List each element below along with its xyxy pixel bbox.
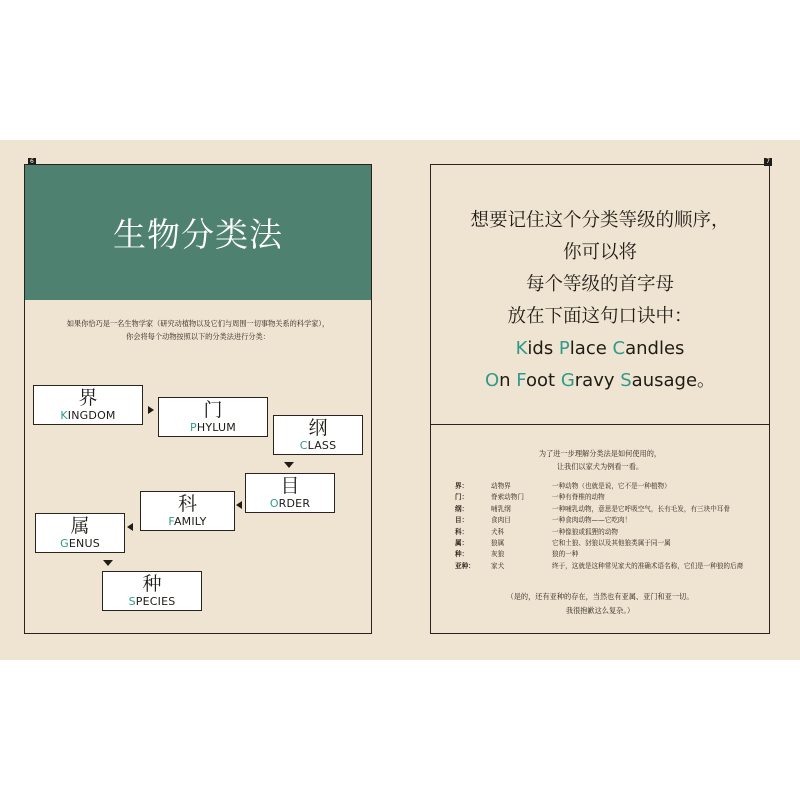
- rank-box-phylum: [158, 397, 268, 437]
- mnemonic-en-line: [431, 333, 769, 365]
- taxon-desc: 终于，这就是这种常见家犬的准确术语名称，它们是一种狼的后裔: [552, 561, 744, 570]
- rank-box-kingdom: [33, 385, 143, 425]
- rank-initial: P: [190, 421, 197, 434]
- mnemonic-initial: F: [516, 370, 526, 391]
- rank-cn: 种: [142, 573, 162, 595]
- taxon-name: 犬科: [491, 527, 505, 536]
- mnemonic-line: 每个等级的首字母: [525, 274, 674, 295]
- footnote-line: （是的，还有亚种的存在，当然也有亚属、亚门和亚一切。: [506, 592, 694, 601]
- intro-line: 你会将每个动物按照以下的分类法进行分类：: [126, 332, 270, 341]
- section-divider: [431, 424, 769, 425]
- rank-cn: 界: [78, 387, 98, 409]
- table-row: [455, 549, 775, 560]
- taxon-desc: 一种动物（也就是说，它不是一种植物）: [552, 482, 671, 490]
- rank-en: [246, 497, 334, 510]
- table-row: [455, 515, 775, 526]
- taxon-name: 哺乳纲: [491, 504, 511, 513]
- rank-label: 界：: [455, 482, 469, 490]
- arrow-left-icon: [236, 501, 242, 509]
- arrow-down-icon: [103, 560, 113, 566]
- mnemonic-line: 放在下面这句口诀中：: [507, 306, 693, 327]
- taxon-desc: 一种哺乳动物，意思是它呼吸空气，长有毛发，有三块中耳骨: [552, 504, 731, 513]
- rank-label: 属：: [455, 538, 469, 547]
- mnemonic-initial: P: [558, 338, 570, 359]
- mnemonic-line: 你可以将: [562, 242, 637, 263]
- mnemonic-initial: O: [484, 370, 500, 391]
- rank-initial: F: [168, 515, 174, 528]
- taxon-name: 狼属: [491, 538, 505, 547]
- rank-cn: 门: [203, 399, 223, 421]
- rank-cn: 目: [280, 475, 300, 497]
- rank-label: 纲：: [455, 504, 469, 513]
- right-page-frame: [430, 164, 770, 634]
- taxon-name: 脊索动物门: [491, 493, 524, 502]
- rank-en: [36, 537, 124, 550]
- rank-cn: 纲: [308, 417, 328, 439]
- rank-box-class: [273, 415, 363, 455]
- mnemonic-word: ausage。: [631, 370, 716, 391]
- mnemonic-initial: S: [620, 370, 632, 391]
- title-band: [25, 165, 371, 300]
- mnemonic-initial: K: [515, 338, 528, 359]
- taxon-name: 动物界: [491, 482, 511, 490]
- page-number-right: 7: [766, 158, 770, 165]
- rank-initial: C: [299, 439, 308, 452]
- rank-initial: O: [269, 497, 279, 510]
- table-row: [455, 481, 775, 492]
- arrow-left-icon: [127, 523, 133, 531]
- rank-rest: LASS: [307, 439, 337, 452]
- example-intro-line: 为了进一步理解分类法是如何使用的，: [538, 449, 662, 458]
- rank-box-genus: [35, 513, 125, 553]
- rank-label: 门：: [455, 493, 469, 502]
- left-page: [0, 140, 400, 660]
- table-row: [455, 527, 775, 538]
- rank-box-order: [245, 473, 335, 513]
- example-intro: [431, 447, 769, 473]
- rank-rest: ENUS: [68, 537, 100, 550]
- rank-label: 科：: [455, 527, 469, 536]
- rank-en: [103, 595, 201, 608]
- taxon-desc: 它和土狼、豺狼以及其他狼类属于同一属: [552, 538, 671, 547]
- mnemonic-word: ravy: [574, 370, 621, 391]
- intro-text: [25, 317, 371, 343]
- taxon-desc: 狼的一种: [552, 550, 579, 559]
- dog-classification-table: [455, 481, 775, 572]
- page-number-left: 6: [30, 158, 34, 165]
- mnemonic-word: oot: [526, 370, 561, 391]
- rank-box-family: [140, 491, 235, 531]
- taxon-desc: 一种像狼或狐狸的动物: [552, 527, 618, 536]
- intro-line: 如果你恰巧是一名生物学家（研究动植物以及它们与周围一切事物关系的科学家），: [66, 319, 330, 328]
- rank-label: 目：: [455, 516, 469, 525]
- rank-rest: RDER: [278, 497, 311, 510]
- mnemonic-word: ids: [527, 338, 559, 359]
- mnemonic-word: andles: [625, 338, 685, 359]
- rank-initial: G: [60, 537, 69, 550]
- footnote-line: 我很抱歉这么复杂。）: [565, 606, 635, 615]
- rank-initial: K: [60, 409, 68, 422]
- example-intro-line: 让我们以家犬为例看一看。: [556, 462, 644, 471]
- taxon-name: 食肉目: [491, 516, 511, 525]
- rank-label: 亚种：: [455, 561, 475, 570]
- rank-en: [274, 439, 362, 452]
- arrow-down-icon: [284, 462, 294, 468]
- right-page: [400, 140, 800, 660]
- rank-initial: S: [128, 595, 136, 608]
- mnemonic-word: lace: [569, 338, 613, 359]
- rank-rest: HYLUM: [196, 421, 236, 434]
- taxon-desc: 一种食肉动物——它吃肉！: [552, 516, 632, 525]
- mnemonic-word: n: [499, 370, 517, 391]
- arrow-right-icon: [148, 406, 154, 414]
- rank-en: [34, 409, 142, 422]
- mnemonic-initial: C: [612, 338, 626, 359]
- table-row: [455, 492, 775, 503]
- rank-cn: 科: [177, 493, 197, 515]
- mnemonic-block: [431, 205, 769, 397]
- taxon-desc: 一种有脊椎的动物: [552, 493, 605, 502]
- rank-rest: PECIES: [135, 595, 176, 608]
- table-row: [455, 538, 775, 549]
- rank-label: 种：: [455, 550, 469, 559]
- rank-en: [141, 515, 234, 528]
- taxon-name: 家犬: [491, 561, 505, 570]
- table-row: [455, 561, 775, 572]
- book-spread: [0, 140, 800, 660]
- mnemonic-en-line: [431, 365, 769, 397]
- footnote: [431, 590, 769, 618]
- rank-rest: AMILY: [173, 515, 207, 528]
- rank-box-species: [102, 571, 202, 611]
- rank-en: [159, 421, 267, 434]
- rank-rest: INGDOM: [67, 409, 116, 422]
- taxon-name: 灰狼: [491, 550, 505, 559]
- page-title: 生物分类法: [113, 215, 283, 254]
- left-page-frame: [24, 164, 372, 634]
- mnemonic-initial: G: [560, 370, 575, 391]
- table-row: [455, 504, 775, 515]
- rank-cn: 属: [70, 515, 90, 537]
- mnemonic-line: 想要记住这个分类等级的顺序，: [470, 210, 730, 231]
